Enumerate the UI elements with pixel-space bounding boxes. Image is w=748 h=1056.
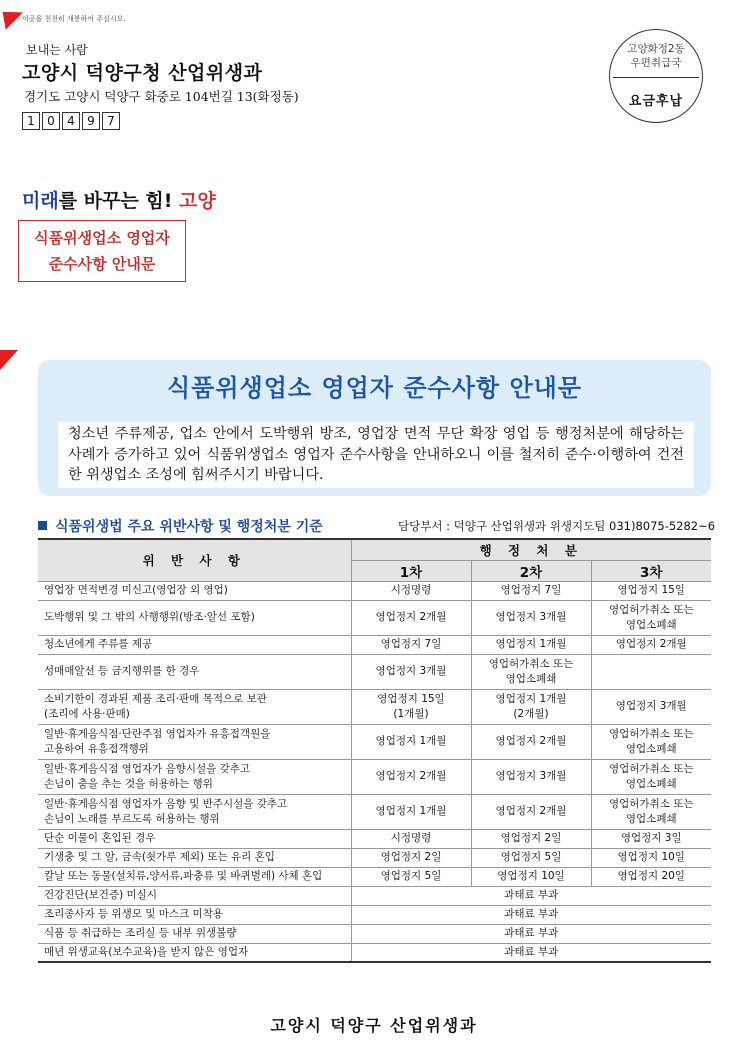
- table-row: [38, 581, 711, 600]
- table-row: [38, 924, 711, 943]
- penalty-2nd-cell: 영업정지 3개월: [471, 600, 591, 635]
- violation-table: [38, 538, 711, 963]
- violation-cell: 건강진단(보건증) 미실시: [38, 886, 351, 905]
- open-instruction: 이곳을 천천히 개봉하여 주십시오.: [22, 15, 126, 23]
- table-row: [38, 867, 711, 886]
- penalty-2nd-cell: 영업정지 7일: [471, 581, 591, 600]
- table-row: [38, 794, 711, 829]
- penalty-2nd-cell: 영업정지 10일: [471, 867, 591, 886]
- postmark-office: [610, 42, 702, 70]
- zip-digit: 0: [42, 112, 60, 130]
- fine-cell: 과태료 부과: [351, 943, 711, 962]
- table-row: [38, 905, 711, 924]
- fine-cell: 과태료 부과: [351, 886, 711, 905]
- penalty-3rd-cell: 영업정지 20일: [591, 867, 711, 886]
- violation-cell: 매년 위생교육(보수교육)을 받지 않은 영업자: [38, 943, 351, 962]
- table-row: [38, 829, 711, 848]
- table-row: [38, 943, 711, 962]
- penalty-1st-cell: 영업정지 3개월: [351, 654, 471, 689]
- table-row: [38, 848, 711, 867]
- zip-digit: 1: [22, 112, 40, 130]
- penalty-3rd-cell: 영업정지 10일: [591, 848, 711, 867]
- penalty-1st-cell: 영업정지 2개월: [351, 759, 471, 794]
- notice-line2: 준수사항 안내문: [48, 255, 156, 273]
- penalty-2nd-cell: 영업허가취소 또는 영업소폐쇄: [471, 654, 591, 689]
- penalty-3rd-cell: [591, 654, 711, 689]
- department-contact: 담당부서 : 덕양구 산업위생과 위생지도팀 031)8075-5282~6: [398, 519, 716, 533]
- penalty-1st-cell: 영업정지 15일 (1개월): [351, 689, 471, 724]
- penalty-1st-cell: 시정명령: [351, 829, 471, 848]
- fold-marker-icon: [0, 350, 18, 370]
- violation-cell: 단순 이물이 혼입된 경우: [38, 829, 351, 848]
- penalty-1st-cell: 시정명령: [351, 581, 471, 600]
- penalty-3rd-cell: 영업허가취소 또는 영업소폐쇄: [591, 724, 711, 759]
- fine-cell: 과태료 부과: [351, 924, 711, 943]
- penalty-3rd-cell: 영업정지 3개월: [591, 689, 711, 724]
- penalty-2nd-cell: 영업정지 2개월: [471, 794, 591, 829]
- table-row: [38, 724, 711, 759]
- penalty-3rd-cell: 영업정지 2개월: [591, 635, 711, 654]
- violation-cell: 일반·휴게음식점 영업자가 음향 및 반주시설을 갖추고 손님이 노래를 부르도록 허용하는 행위: [38, 794, 351, 829]
- zip-digit: 9: [82, 112, 100, 130]
- violation-cell: 칼날 또는 동물(설치류,양서류,파충류 및 바퀴벌레) 사체 혼입: [38, 867, 351, 886]
- zip-digit: 7: [102, 112, 120, 130]
- postage-postmark: [609, 29, 703, 123]
- square-bullet-icon: [38, 521, 47, 530]
- penalty-2nd-cell: 영업정지 5일: [471, 848, 591, 867]
- header-3rd: 3차: [591, 560, 711, 581]
- table-row: [38, 600, 711, 635]
- slogan-part1: 미래: [22, 190, 59, 212]
- header-penalty: 행 정 처 분: [351, 539, 711, 560]
- penalty-1st-cell: 영업정지 7일: [351, 635, 471, 654]
- table-row: [38, 689, 711, 724]
- violation-cell: 일반·휴게음식점 영업자가 음향시설을 갖추고 손님이 춤을 추는 것을 허용하는 행위: [38, 759, 351, 794]
- penalty-3rd-cell: 영업정지 3일: [591, 829, 711, 848]
- penalty-1st-cell: 영업정지 1개월: [351, 724, 471, 759]
- zip-digit: 4: [62, 112, 80, 130]
- penalty-2nd-cell: 영업정지 2일: [471, 829, 591, 848]
- city-slogan: [22, 186, 216, 213]
- table-row: [38, 886, 711, 905]
- table-row: [38, 635, 711, 654]
- header-violation: 위 반 사 항: [38, 539, 351, 581]
- violation-cell: 소비기한이 경과된 제품 조리·판매 목적으로 보관 (조리에 사용·판매): [38, 689, 351, 724]
- intro-box: [58, 422, 694, 488]
- zip-code: [22, 112, 120, 130]
- penalty-1st-cell: 영업정지 1개월: [351, 794, 471, 829]
- violation-cell: 조리종사자 등 위생모 및 마스크 미착용: [38, 905, 351, 924]
- slogan-part2: 를 바꾸는 힘!: [58, 190, 179, 212]
- penalty-3rd-cell: 영업정지 15일: [591, 581, 711, 600]
- violation-cell: 일반·휴게음식점·단란주점 영업자가 유흥접객원을 고용하여 유흥접객행위: [38, 724, 351, 759]
- intro-text: 청소년 주류제공, 업소 안에서 도박행위 방조, 영업장 면적 무단 확장 영업 등 행정처분에 해당하는 사례가 증가하고 있어 식품위생업소 영업자 준수사항을 안내하오니 이를 철저히 준수·이행하여 건전한 위생업소 조성에 힘써주시기 바랍니다.: [68, 426, 684, 483]
- sender-label: 보내는 사람: [26, 43, 88, 57]
- notice-label-box: [18, 220, 186, 282]
- slogan-part3: 고양: [179, 190, 216, 212]
- section-title: [38, 516, 323, 536]
- section-title-text: 식품위생법 주요 위반사항 및 행정처분 기준: [55, 519, 323, 535]
- fine-cell: 과태료 부과: [351, 905, 711, 924]
- footer-department: 고양시 덕양구 산업위생과: [270, 1016, 478, 1035]
- penalty-1st-cell: 영업정지 5일: [351, 867, 471, 886]
- postmark-line1: 고양화정2동: [627, 43, 685, 55]
- violation-cell: 기생충 및 그 알, 금속(쇳가루 제외) 또는 유리 혼입: [38, 848, 351, 867]
- penalty-1st-cell: 영업정지 2일: [351, 848, 471, 867]
- postmark-line2: 우편취급국: [630, 57, 682, 69]
- penalty-2nd-cell: 영업정지 1개월: [471, 635, 591, 654]
- header-1st: 1차: [351, 560, 471, 581]
- page-title: 식품위생업소 영업자 준수사항 안내문: [166, 374, 582, 402]
- penalty-3rd-cell: 영업허가취소 또는 영업소폐쇄: [591, 794, 711, 829]
- violation-cell: 식품 등 취급하는 조리실 등 내부 위생불량: [38, 924, 351, 943]
- postmark-divider: [613, 77, 699, 78]
- penalty-3rd-cell: 영업허가취소 또는 영업소폐쇄: [591, 600, 711, 635]
- penalty-2nd-cell: 영업정지 3개월: [471, 759, 591, 794]
- violation-cell: 성매매알선 등 금지행위를 한 경우: [38, 654, 351, 689]
- sender-name: 고양시 덕양구청 산업위생과: [22, 62, 263, 84]
- table-row: [38, 759, 711, 794]
- violation-cell: 도박행위 및 그 밖의 사행행위(방조·알선 포함): [38, 600, 351, 635]
- penalty-2nd-cell: 영업정지 2개월: [471, 724, 591, 759]
- penalty-2nd-cell: 영업정지 1개월 (2개월): [471, 689, 591, 724]
- notice-line1: 식품위생업소 영업자: [34, 229, 170, 247]
- violation-cell: 영업장 면적변경 미신고(영업장 외 영업): [38, 581, 351, 600]
- sender-address: 경기도 고양시 덕양구 화중로 104번길 13(화정동): [24, 89, 299, 104]
- penalty-3rd-cell: 영업허가취소 또는 영업소폐쇄: [591, 759, 711, 794]
- header-2nd: 2차: [471, 560, 591, 581]
- violation-cell: 청소년에게 주류를 제공: [38, 635, 351, 654]
- table-row: [38, 654, 711, 689]
- postmark-fee: 요금후납: [628, 94, 684, 109]
- penalty-1st-cell: 영업정지 2개월: [351, 600, 471, 635]
